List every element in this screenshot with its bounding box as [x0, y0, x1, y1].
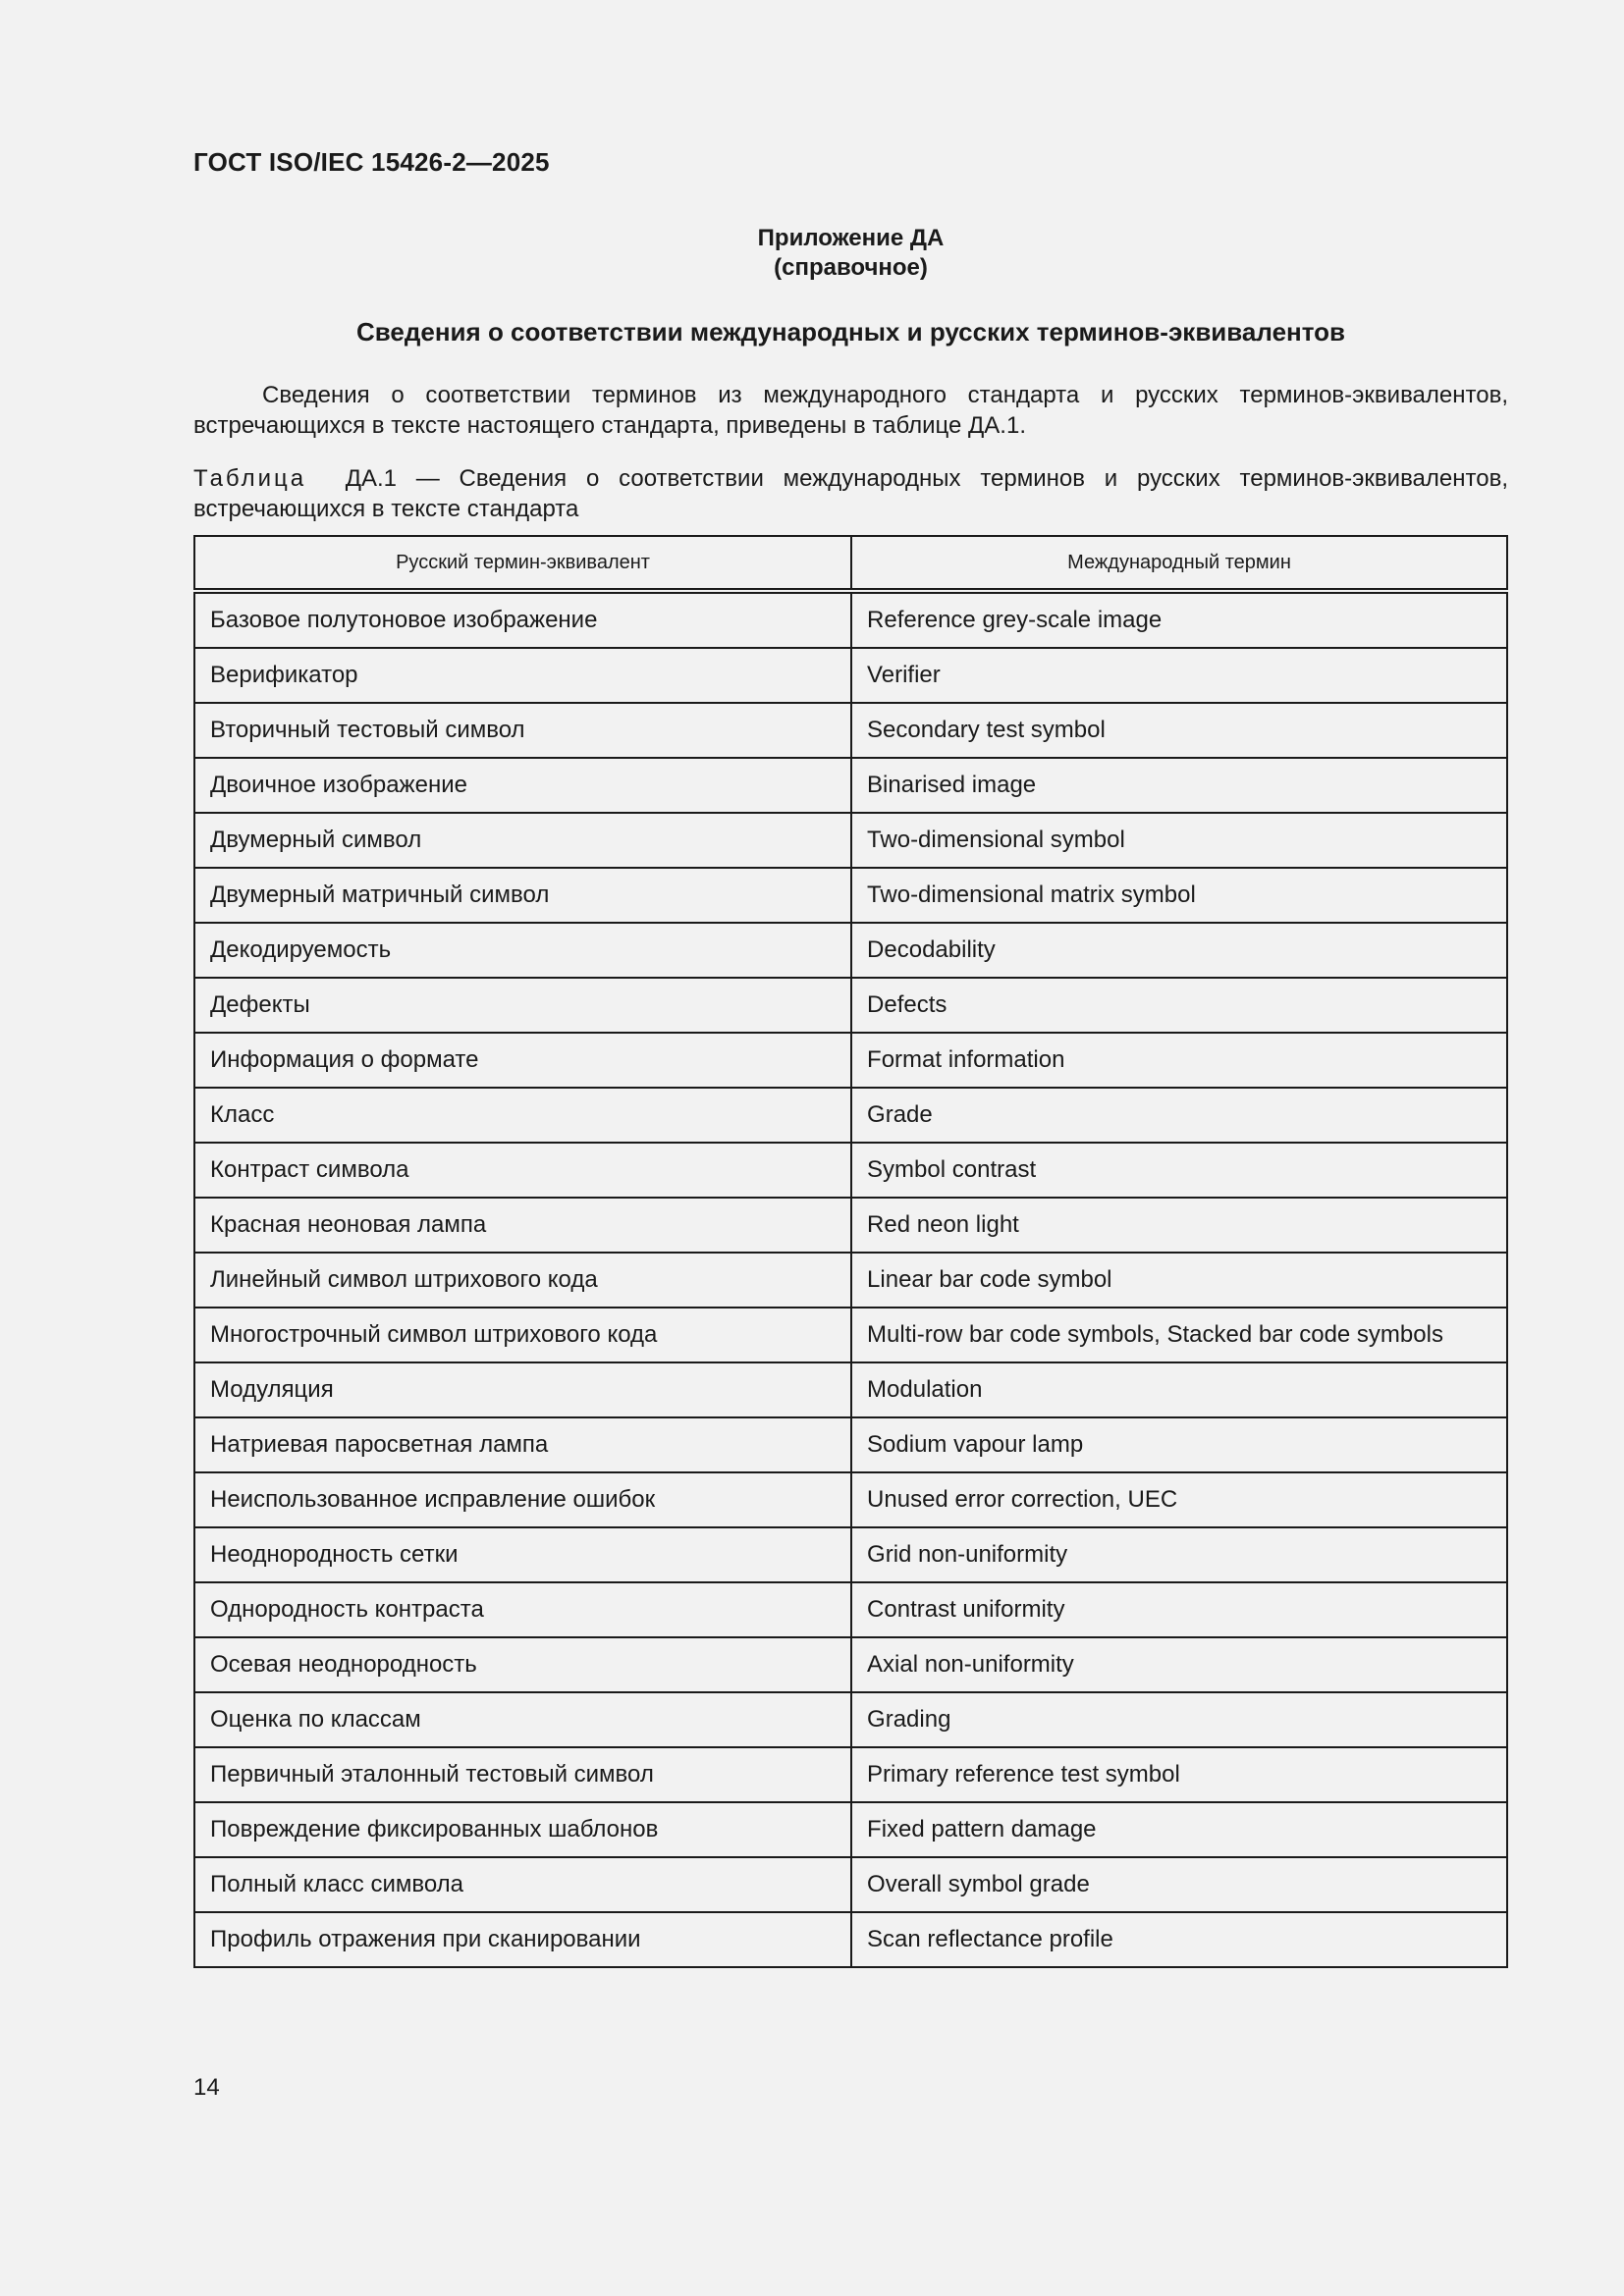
russian-term-cell: Декодируемость [194, 923, 851, 978]
russian-term-cell: Линейный символ штрихового кода [194, 1253, 851, 1308]
table-row [194, 1088, 1507, 1143]
table-row [194, 703, 1507, 758]
russian-term-cell: Полный класс символа [194, 1857, 851, 1912]
annex-kind: (справочное) [774, 254, 928, 281]
intro-paragraph: Сведения о соответствии терминов из международного стандарта и русских терминов-эквивалентов, встречающихся в тексте настоящего стандарта, приведены в таблице ДА.1. [193, 382, 1508, 439]
table-row [194, 591, 1507, 648]
table-row [194, 813, 1507, 868]
international-term-cell: Two-dimensional symbol [851, 813, 1507, 868]
international-term-cell: Decodability [851, 923, 1507, 978]
table-row [194, 1802, 1507, 1857]
table-row [194, 1912, 1507, 1967]
table-row [194, 648, 1507, 703]
table-row [194, 1692, 1507, 1747]
table-caption-prefix: Таблица [193, 465, 307, 492]
international-term-cell: Contrast uniformity [851, 1582, 1507, 1637]
international-term-cell: Binarised image [851, 758, 1507, 813]
table-header-row [194, 536, 1507, 591]
international-term-cell: Modulation [851, 1362, 1507, 1417]
international-term-cell: Grade [851, 1088, 1507, 1143]
table-row [194, 1747, 1507, 1802]
international-term-cell: Secondary test symbol [851, 703, 1507, 758]
table-caption-text: ДА.1 — Сведения о соответствии международных терминов и русских терминов-эквивалентов, встречающихся в тексте стандарта [193, 465, 1508, 522]
russian-term-cell: Красная неоновая лампа [194, 1198, 851, 1253]
russian-term-cell: Верификатор [194, 648, 851, 703]
international-term-cell: Symbol contrast [851, 1143, 1507, 1198]
table-row [194, 1637, 1507, 1692]
russian-term-cell: Неиспользованное исправление ошибок [194, 1472, 851, 1527]
international-term-cell: Format information [851, 1033, 1507, 1088]
russian-term-cell: Профиль отражения при сканировании [194, 1912, 851, 1967]
international-term-cell: Overall symbol grade [851, 1857, 1507, 1912]
russian-term-cell: Осевая неоднородность [194, 1637, 851, 1692]
international-term-cell: Multi-row bar code symbols, Stacked bar code symbols [851, 1308, 1507, 1362]
table-row [194, 1527, 1507, 1582]
table-row [194, 1362, 1507, 1417]
page-number: 14 [193, 2074, 220, 2101]
international-term-cell: Grid non-uniformity [851, 1527, 1507, 1582]
table-row [194, 1198, 1507, 1253]
table-row [194, 1033, 1507, 1088]
international-term-cell: Two-dimensional matrix symbol [851, 868, 1507, 923]
russian-term-cell: Модуляция [194, 1362, 851, 1417]
table-row [194, 1308, 1507, 1362]
russian-term-cell: Двумерный матричный символ [194, 868, 851, 923]
column-header-russian: Русский термин-эквивалент [194, 536, 851, 591]
table-row [194, 978, 1507, 1033]
table-row [194, 1417, 1507, 1472]
russian-term-cell: Однородность контраста [194, 1582, 851, 1637]
international-term-cell: Red neon light [851, 1198, 1507, 1253]
international-term-cell: Primary reference test symbol [851, 1747, 1507, 1802]
international-term-cell: Linear bar code symbol [851, 1253, 1507, 1308]
russian-term-cell: Оценка по классам [194, 1692, 851, 1747]
table-row [194, 1253, 1507, 1308]
international-term-cell: Axial non-uniformity [851, 1637, 1507, 1692]
russian-term-cell: Базовое полутоновое изображение [194, 591, 851, 648]
russian-term-cell: Информация о формате [194, 1033, 851, 1088]
column-header-international: Международный термин [851, 536, 1507, 591]
international-term-cell: Defects [851, 978, 1507, 1033]
table-row [194, 868, 1507, 923]
international-term-cell: Sodium vapour lamp [851, 1417, 1507, 1472]
international-term-cell: Grading [851, 1692, 1507, 1747]
document-header: ГОСТ ISO/IEC 15426-2—2025 [193, 147, 550, 177]
russian-term-cell: Многострочный символ штрихового кода [194, 1308, 851, 1362]
international-term-cell: Unused error correction, UEC [851, 1472, 1507, 1527]
terms-table [193, 535, 1508, 1968]
russian-term-cell: Натриевая паросветная лампа [194, 1417, 851, 1472]
russian-term-cell: Дефекты [194, 978, 851, 1033]
table-row [194, 1143, 1507, 1198]
annex-heading [193, 224, 1508, 283]
russian-term-cell: Класс [194, 1088, 851, 1143]
table-row [194, 1582, 1507, 1637]
table-row [194, 758, 1507, 813]
russian-term-cell: Повреждение фиксированных шаблонов [194, 1802, 851, 1857]
table-row [194, 923, 1507, 978]
table-caption [193, 463, 1508, 524]
international-term-cell: Fixed pattern damage [851, 1802, 1507, 1857]
russian-term-cell: Контраст символа [194, 1143, 851, 1198]
annex-title: Сведения о соответствии международных и русских терминов-эквивалентов [356, 317, 1345, 347]
terms-table-body [194, 591, 1507, 1967]
table-row [194, 1857, 1507, 1912]
international-term-cell: Verifier [851, 648, 1507, 703]
russian-term-cell: Вторичный тестовый символ [194, 703, 851, 758]
international-term-cell: Scan reflectance profile [851, 1912, 1507, 1967]
russian-term-cell: Неоднородность сетки [194, 1527, 851, 1582]
international-term-cell: Reference grey-scale image [851, 591, 1507, 648]
russian-term-cell: Первичный эталонный тестовый символ [194, 1747, 851, 1802]
russian-term-cell: Двоичное изображение [194, 758, 851, 813]
russian-term-cell: Двумерный символ [194, 813, 851, 868]
table-row [194, 1472, 1507, 1527]
annex-label: Приложение ДА [757, 225, 945, 251]
